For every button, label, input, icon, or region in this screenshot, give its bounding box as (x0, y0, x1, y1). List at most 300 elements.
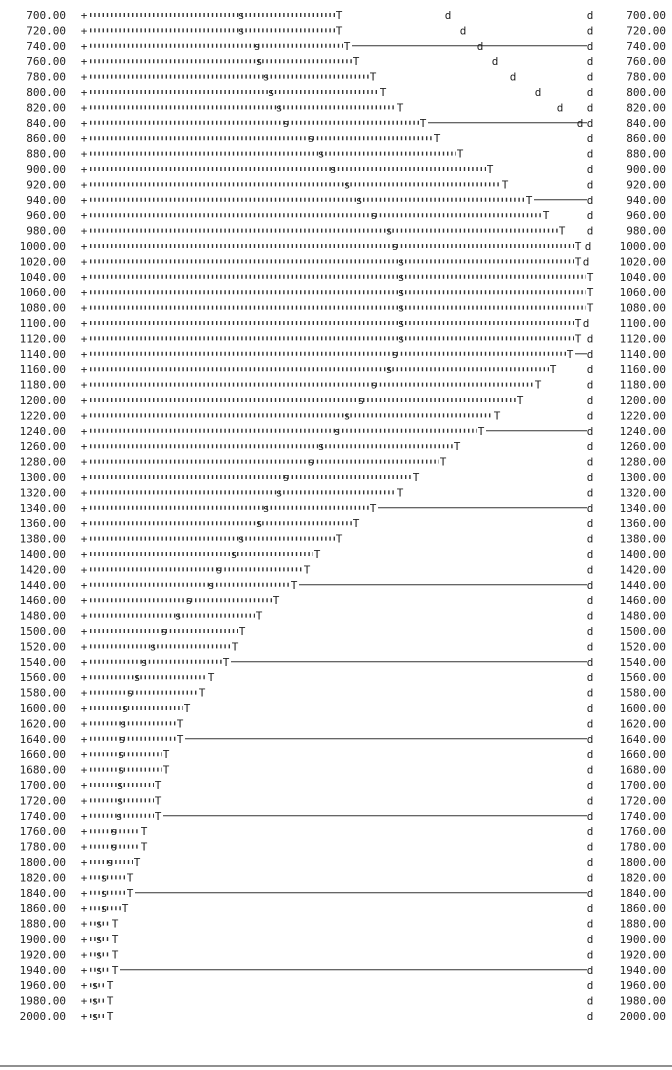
row-label-right: 760.00 (626, 55, 666, 69)
row-plus-marker: + (80, 763, 88, 777)
row-d-right-marker: d (586, 763, 594, 777)
row-label-left: 1840.00 (19, 886, 66, 900)
row-d-right-marker: d (584, 240, 592, 253)
row-plus-marker: + (80, 578, 88, 592)
row-label-left: 920.00 (26, 178, 66, 192)
row-plus-marker: + (80, 147, 88, 161)
row-s-marker: s (343, 409, 351, 423)
row-label-left: 1080.00 (19, 301, 66, 315)
row-t-marker: T (574, 240, 582, 253)
row-label-right: 1600.00 (619, 702, 666, 715)
row-d-right-marker: d (586, 332, 594, 346)
row-label-left: 1500.00 (19, 625, 66, 638)
row-t-marker: T (111, 963, 119, 977)
row-s-marker: s (333, 424, 341, 438)
row-s-marker: s (100, 886, 108, 900)
row-plus-marker: + (80, 39, 88, 53)
row-label-right: 1480.00 (619, 609, 666, 623)
row-s-marker: s (140, 655, 148, 669)
row-d-right-marker: d (586, 871, 594, 885)
row-t-marker: T (111, 948, 119, 962)
row-plus-marker: + (80, 486, 88, 500)
row-plus-marker: + (80, 609, 88, 623)
row-label-left: 1720.00 (19, 794, 66, 808)
row-plus-marker: + (80, 178, 88, 192)
row-t-marker: T (501, 178, 509, 192)
row-label-left: 1660.00 (19, 748, 66, 762)
row-label-right: 1080.00 (619, 301, 666, 315)
row-plus-marker: + (80, 132, 88, 146)
row-label-left: 1260.00 (19, 440, 66, 454)
row-label-left: 1860.00 (19, 902, 66, 916)
row-t-marker: T (106, 994, 114, 1008)
row-label-right: 1900.00 (619, 933, 666, 946)
row-s-marker: s (207, 578, 215, 592)
row-t-marker: T (176, 717, 184, 731)
row-t-marker: T (335, 9, 343, 22)
row-s-marker: s (255, 517, 263, 531)
row-t-marker: T (433, 132, 441, 146)
row-s-marker: s (149, 640, 157, 654)
row-s-marker: s (160, 625, 168, 638)
row-label-right: 1940.00 (619, 963, 666, 977)
row-s-marker: s (100, 871, 108, 885)
row-d-right-marker: d (586, 471, 594, 484)
row-t-marker: T (207, 671, 215, 685)
row-t-marker: T (566, 347, 574, 361)
row-s-marker: s (119, 717, 127, 731)
row-plus-marker: + (80, 856, 88, 869)
row-plus-marker: + (80, 9, 88, 22)
row-plus-marker: + (80, 809, 88, 823)
row-t-marker: T (574, 332, 582, 346)
row-d-right-marker: d (582, 317, 590, 330)
row-plus-marker: + (80, 594, 88, 608)
row-plus-marker: + (80, 270, 88, 284)
row-label-left: 1700.00 (19, 779, 66, 792)
row-s-marker: s (118, 732, 126, 746)
row-t-marker: T (343, 39, 351, 53)
row-plus-marker: + (80, 994, 88, 1008)
row-plus-marker: + (80, 363, 88, 377)
row-label-right: 1620.00 (619, 717, 666, 731)
row-plus-marker: + (80, 101, 88, 115)
row-label-right: 780.00 (626, 70, 666, 84)
row-plus-marker: + (80, 702, 88, 715)
row-label-left: 740.00 (26, 39, 66, 53)
row-t-marker: T (154, 794, 162, 808)
row-d-right-marker: d (586, 24, 594, 38)
row-s-marker: s (110, 840, 118, 854)
row-d-right-marker: d (586, 39, 594, 53)
row-label-right: 1280.00 (619, 455, 666, 469)
row-label-right: 1400.00 (619, 548, 666, 561)
row-t-marker: T (558, 224, 566, 238)
row-s-marker: s (116, 779, 124, 792)
row-d-right-marker: d (586, 779, 594, 792)
row-label-left: 1240.00 (19, 424, 66, 438)
row-s-marker: s (397, 317, 405, 330)
row-label-left: 840.00 (26, 116, 66, 130)
row-s-marker: s (91, 979, 99, 993)
row-t-marker: T (111, 933, 119, 946)
row-plus-marker: + (80, 902, 88, 916)
row-plus-marker: + (80, 640, 88, 654)
row-s-marker: s (237, 9, 245, 22)
row-plus-marker: + (80, 671, 88, 685)
row-plus-marker: + (80, 840, 88, 854)
row-label-left: 1120.00 (19, 332, 66, 346)
row-label-left: 1360.00 (19, 517, 66, 531)
row-label-right: 880.00 (626, 147, 666, 161)
row-label-left: 1000.00 (19, 240, 66, 253)
row-s-marker: s (174, 609, 182, 623)
row-label-left: 1880.00 (19, 917, 66, 931)
row-plus-marker: + (80, 347, 88, 361)
row-label-right: 1120.00 (619, 332, 666, 346)
row-t-marker: T (313, 548, 321, 561)
row-label-right: 860.00 (626, 132, 666, 146)
row-label-left: 860.00 (26, 132, 66, 146)
row-label-left: 760.00 (26, 55, 66, 69)
row-t-marker: T (412, 471, 420, 484)
row-label-right: 1780.00 (619, 840, 666, 854)
row-d-right-marker: d (586, 548, 594, 561)
row-t-marker: T (272, 594, 280, 608)
row-label-left: 700.00 (26, 9, 66, 22)
row-d-right-marker: d (586, 948, 594, 962)
row-d-right-marker: d (586, 486, 594, 500)
row-label-right: 1840.00 (619, 886, 666, 900)
row-label-left: 1540.00 (19, 655, 66, 669)
row-s-marker: s (133, 671, 141, 685)
row-d-right-marker: d (586, 178, 594, 192)
row-s-marker: s (397, 270, 405, 284)
row-d-right-marker: d (586, 409, 594, 423)
row-d-right-marker: d (586, 193, 594, 207)
row-t-marker: T (162, 748, 170, 762)
row-plus-marker: + (80, 779, 88, 792)
row-t-marker: T (162, 763, 170, 777)
row-s-marker: s (91, 994, 99, 1008)
row-s-marker: s (215, 563, 223, 577)
row-label-left: 1140.00 (19, 347, 66, 361)
row-d-right-marker: d (586, 671, 594, 685)
row-t-marker: T (154, 779, 162, 792)
row-label-right: 700.00 (626, 9, 666, 22)
row-label-right: 1180.00 (619, 378, 666, 392)
row-d-right-marker: d (582, 255, 590, 269)
row-plus-marker: + (80, 378, 88, 392)
row-label-right: 1060.00 (619, 286, 666, 300)
row-plus-marker: + (80, 86, 88, 99)
row-label-left: 1940.00 (19, 963, 66, 977)
row-plus-marker: + (80, 501, 88, 515)
row-t-marker: T (111, 917, 119, 931)
row-label-left: 1600.00 (19, 702, 66, 715)
row-t-marker: T (419, 116, 427, 130)
row-d-right-marker: d (586, 655, 594, 669)
row-plus-marker: + (80, 224, 88, 238)
row-plus-marker: + (80, 717, 88, 731)
row-d-right-marker: d (586, 532, 594, 546)
row-label-right: 1220.00 (619, 409, 666, 423)
row-d-right-marker: d (586, 640, 594, 654)
row-plus-marker: + (80, 732, 88, 746)
row-s-marker: s (391, 240, 399, 253)
row-s-marker: s (267, 86, 275, 99)
row-d-right-marker: d (586, 732, 594, 746)
row-plus-marker: + (80, 332, 88, 346)
row-s-marker: s (329, 163, 337, 176)
row-t-marker: T (477, 424, 485, 438)
row-s-marker: s (397, 332, 405, 346)
row-t-marker: T (183, 702, 191, 715)
row-t-marker: T (369, 501, 377, 515)
row-t-marker: T (222, 655, 230, 669)
row-label-right: 1200.00 (619, 394, 666, 407)
row-s-marker: s (253, 39, 261, 53)
row-label-left: 1480.00 (19, 609, 66, 623)
row-label-right: 1000.00 (619, 240, 666, 253)
row-label-left: 1060.00 (19, 286, 66, 300)
row-label-left: 1740.00 (19, 809, 66, 823)
row-label-left: 1920.00 (19, 948, 66, 962)
row-label-right: 1260.00 (619, 440, 666, 454)
row-label-left: 1160.00 (19, 363, 66, 377)
row-plus-marker: + (80, 394, 88, 407)
row-d-right-marker: d (586, 886, 594, 900)
row-label-left: 1180.00 (19, 378, 66, 392)
row-label-right: 920.00 (626, 178, 666, 192)
row-plus-marker: + (80, 655, 88, 669)
row-label-left: 1320.00 (19, 486, 66, 500)
row-s-marker: s (317, 147, 325, 161)
row-plus-marker: + (80, 240, 88, 253)
row-s-marker: s (117, 748, 125, 762)
row-label-left: 1980.00 (19, 994, 66, 1008)
row-d-right-marker: d (586, 686, 594, 700)
row-plus-marker: + (80, 24, 88, 38)
row-label-left: 900.00 (26, 163, 66, 176)
row-plus-marker: + (80, 625, 88, 638)
row-t-marker: T (154, 809, 162, 823)
row-plus-marker: + (80, 163, 88, 176)
row-s-marker: s (116, 794, 124, 808)
row-label-right: 1660.00 (619, 748, 666, 762)
row-t-marker: T (456, 147, 464, 161)
row-t-marker: T (574, 317, 582, 330)
row-d-right-marker: d (586, 902, 594, 916)
row-d-right-marker: d (586, 563, 594, 577)
row-t-marker: T (335, 532, 343, 546)
row-s-marker: s (282, 471, 290, 484)
row-s-marker: s (397, 301, 405, 315)
row-s-marker: s (95, 917, 103, 931)
row-label-left: 1620.00 (19, 717, 66, 731)
row-s-marker: s (343, 178, 351, 192)
row-s-marker: s (255, 55, 263, 69)
row-s-marker: s (317, 440, 325, 454)
row-label-left: 1680.00 (19, 763, 66, 777)
row-label-right: 940.00 (626, 193, 666, 207)
row-t-marker: T (493, 409, 501, 423)
row-label-left: 1200.00 (19, 394, 66, 407)
row-d-right-marker: d (586, 748, 594, 762)
row-label-left: 1440.00 (19, 578, 66, 592)
row-label-right: 1540.00 (619, 655, 666, 669)
row-label-right: 1380.00 (619, 532, 666, 546)
row-label-right: 960.00 (626, 209, 666, 223)
row-label-right: 1100.00 (619, 317, 666, 330)
row-plus-marker: + (80, 963, 88, 977)
row-label-right: 2000.00 (619, 1010, 666, 1023)
row-t-marker: T (231, 640, 239, 654)
row-label-left: 1340.00 (19, 501, 66, 515)
row-plus-marker: + (80, 563, 88, 577)
row-label-right: 800.00 (626, 86, 666, 99)
row-label-right: 1040.00 (619, 270, 666, 284)
row-d-marker: d (476, 39, 484, 53)
row-label-right: 1800.00 (619, 856, 666, 869)
row-label-right: 1880.00 (619, 917, 666, 931)
row-d-right-marker: d (586, 101, 594, 115)
row-d-right-marker: d (586, 979, 594, 993)
row-label-left: 800.00 (26, 86, 66, 99)
row-d-right-marker: d (586, 1010, 594, 1023)
row-d-right-marker: d (586, 917, 594, 931)
row-d-right-marker: d (586, 994, 594, 1008)
row-s-marker: s (237, 532, 245, 546)
row-plus-marker: + (80, 116, 88, 130)
row-t-marker: T (126, 886, 134, 900)
row-s-marker: s (185, 594, 193, 608)
row-d-right-marker: d (586, 840, 594, 854)
row-t-marker: T (198, 686, 206, 700)
row-d-right-marker: d (586, 394, 594, 407)
row-d-right-marker: d (586, 86, 594, 99)
row-s-marker: s (237, 24, 245, 38)
row-s-marker: s (275, 101, 283, 115)
row-label-left: 1780.00 (19, 840, 66, 854)
row-plus-marker: + (80, 917, 88, 931)
row-t-marker: T (106, 1010, 114, 1023)
row-s-marker: s (370, 378, 378, 392)
row-t-marker: T (335, 24, 343, 38)
row-s-marker: s (307, 132, 315, 146)
row-label-right: 900.00 (626, 163, 666, 176)
row-t-marker: T (352, 517, 360, 531)
row-d-right-marker: d (586, 933, 594, 946)
row-t-marker: T (140, 840, 148, 854)
row-label-left: 1420.00 (19, 563, 66, 577)
row-d-right-marker: d (586, 70, 594, 84)
row-d-right-marker: d (586, 625, 594, 638)
row-label-right: 1240.00 (619, 424, 666, 438)
row-label-left: 1560.00 (19, 671, 66, 685)
row-label-left: 1280.00 (19, 455, 66, 469)
row-label-left: 1400.00 (19, 548, 66, 561)
row-plus-marker: + (80, 794, 88, 808)
row-label-left: 960.00 (26, 209, 66, 223)
row-s-marker: s (126, 686, 134, 700)
row-label-right: 1140.00 (619, 347, 666, 361)
row-label-left: 1580.00 (19, 686, 66, 700)
row-d-right-marker: d (586, 809, 594, 823)
row-t-marker: T (369, 70, 377, 84)
row-label-left: 2000.00 (19, 1010, 66, 1023)
row-label-right: 1420.00 (619, 563, 666, 577)
row-plus-marker: + (80, 933, 88, 946)
row-label-right: 1720.00 (619, 794, 666, 808)
row-d-marker: d (509, 70, 517, 84)
row-label-right: 1300.00 (619, 471, 666, 484)
row-label-left: 820.00 (26, 101, 66, 115)
row-plus-marker: + (80, 517, 88, 531)
row-d-marker: d (534, 86, 542, 99)
row-label-left: 1300.00 (19, 471, 66, 484)
row-s-marker: s (370, 209, 378, 223)
row-label-right: 1920.00 (619, 948, 666, 962)
row-d-right-marker: d (586, 440, 594, 454)
row-t-marker: T (439, 455, 447, 469)
row-s-marker: s (262, 501, 270, 515)
row-d-right-marker: d (586, 224, 594, 238)
row-t-marker: T (453, 440, 461, 454)
row-s-marker: s (385, 363, 393, 377)
row-d-right-marker: d (586, 856, 594, 869)
row-t-marker: T (586, 270, 594, 284)
row-d-right-marker: d (586, 209, 594, 223)
row-s-marker: s (106, 856, 114, 869)
row-plus-marker: + (80, 286, 88, 300)
row-label-right: 1980.00 (619, 994, 666, 1008)
row-d-marker: d (576, 116, 584, 130)
row-plus-marker: + (80, 748, 88, 762)
row-label-left: 1900.00 (19, 933, 66, 946)
row-plus-marker: + (80, 301, 88, 315)
row-t-marker: T (516, 394, 524, 407)
row-label-right: 1700.00 (619, 779, 666, 792)
row-t-marker: T (586, 286, 594, 300)
row-t-marker: T (396, 101, 404, 115)
row-plus-marker: + (80, 686, 88, 700)
row-s-marker: s (355, 193, 363, 207)
row-label-left: 1380.00 (19, 532, 66, 546)
row-s-marker: s (262, 70, 270, 84)
row-s-marker: s (357, 394, 365, 407)
row-label-right: 1560.00 (619, 671, 666, 685)
row-t-marker: T (133, 856, 141, 869)
row-label-right: 1160.00 (619, 363, 666, 377)
row-d-right-marker: d (586, 132, 594, 146)
row-label-right: 1440.00 (619, 578, 666, 592)
row-plus-marker: + (80, 532, 88, 546)
row-plus-marker: + (80, 70, 88, 84)
row-label-left: 1020.00 (19, 255, 66, 269)
row-t-marker: T (534, 378, 542, 392)
row-label-right: 740.00 (626, 39, 666, 53)
row-plus-marker: + (80, 55, 88, 69)
row-label-right: 1860.00 (619, 902, 666, 916)
row-label-left: 1800.00 (19, 856, 66, 869)
row-t-marker: T (574, 255, 582, 269)
row-plus-marker: + (80, 255, 88, 269)
row-label-right: 1460.00 (619, 594, 666, 608)
row-label-left: 720.00 (26, 24, 66, 38)
row-d-right-marker: d (586, 963, 594, 977)
row-s-marker: s (110, 825, 118, 839)
